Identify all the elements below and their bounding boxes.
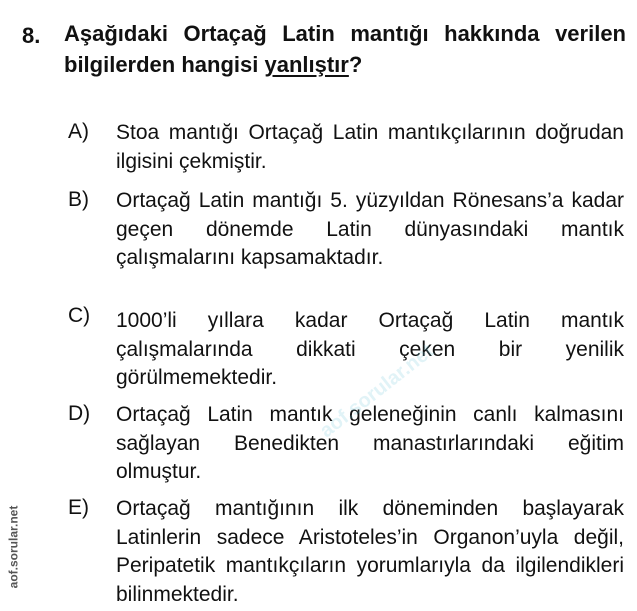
side-watermark: aof.sorular.net: [6, 505, 21, 589]
center-watermark: aof.sorular.net: [315, 340, 438, 443]
option-b-text: Ortaçağ Latin mantığı 5. yüzyıldan Rönesans’a kadar geçen dönemde Latin dünyasındaki mantık çalışmalarını kapsamaktadır.: [116, 189, 624, 269]
option-d-letter: D): [68, 402, 91, 425]
question-stem: [64, 18, 626, 80]
question-stem-emphasis: yanlıştır: [264, 52, 349, 77]
option-e-letter: E): [68, 496, 89, 519]
question-number: 8.: [22, 23, 41, 48]
option-c-letter: C): [68, 304, 91, 327]
option-d-text: Ortaçağ Latin mantık geleneğinin canlı kalmasını sağlayan Benedikten manastırlarındaki eğitim olmuştur.: [116, 403, 624, 483]
option-a-text: Stoa mantığı Ortaçağ Latin mantıkçılarının doğrudan ilgisini çekmiştir.: [116, 121, 624, 173]
option-a-letter: A): [68, 120, 89, 143]
option-e-text: Ortaçağ mantığının ilk döneminden başlayarak Latinlerin sadece Aristoteles’in Organon’uyla değil, Peripatetik mantıkçıların yorumlarıyla da ilgilendikleri bilinmektedir.: [116, 497, 624, 606]
question-stem-end: ?: [348, 52, 363, 77]
option-b-letter: B): [68, 188, 89, 211]
question-stem-text: Aşağıdaki Ortaçağ Latin mantığı hakkında verilen bilgilerden hangisi: [64, 21, 626, 77]
option-c-text: 1000’li yıllara kadar Ortaçağ Latin mantık çalışmalarında dikkati çeken bir yenilik görülmemektedir.: [116, 309, 624, 389]
